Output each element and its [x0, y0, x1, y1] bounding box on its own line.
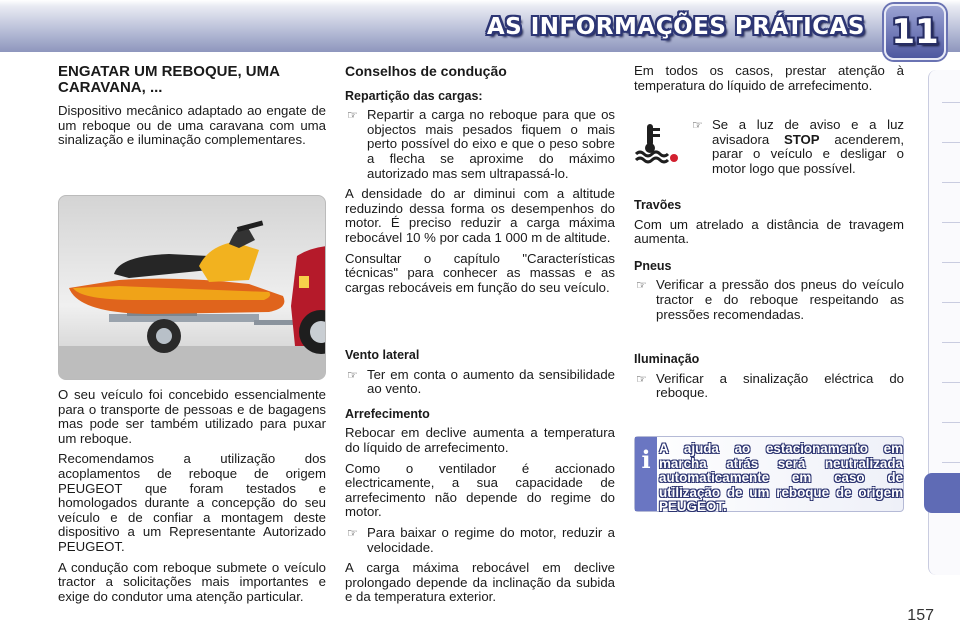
tab-divider	[942, 382, 960, 383]
consult-paragraph: Consultar o capítulo "Características técnicas" para conhecer as massas e as cargas rebocáveis em função do seu veículo.	[345, 250, 615, 295]
info-icon: i	[635, 437, 657, 511]
brakes-paragraph: Com um atrelado a distância de travagem aumenta.	[634, 216, 904, 247]
info-box	[634, 436, 904, 515]
lighting-section	[634, 350, 904, 407]
lighting-heading: Iluminação	[634, 352, 700, 366]
chapter-number: 11	[891, 12, 939, 52]
cooling-heading: Arrefecimento	[345, 406, 430, 421]
bullet-text: Repartir a carga no reboque para que os objectos mais pesados fiquem o mais perto possível do eixo e que o peso sobre a flecha se aproxime do máximo autorizado mas sem ultrapassá-lo.	[367, 107, 615, 181]
towing-column	[58, 64, 326, 154]
section-title: ENGATAR UM REBOQUE, UMA CARAVANA, ...	[58, 63, 280, 96]
chapter-badge	[884, 4, 946, 60]
hand-pointer-icon: ☞	[347, 525, 358, 540]
stop-label: STOP	[783, 131, 820, 147]
warning-text: acenderem, parar o veículo e desligar o motor logo que possível.	[712, 131, 904, 176]
driving-advice-column	[345, 64, 615, 301]
hand-pointer-icon: ☞	[347, 367, 358, 382]
tab-divider	[942, 462, 960, 463]
intro-paragraph: Dispositivo mecânico adaptado ao engate de um reboque ou de uma caravana com uma sinalização e iluminação complementares.	[58, 103, 326, 148]
tab-divider	[942, 182, 960, 183]
wind-heading: Vento lateral	[345, 348, 420, 362]
coolant-paragraph: Em todos os casos, prestar atenção à temperatura do líquido de arrefecimento.	[634, 63, 904, 93]
cargo-bullet	[345, 108, 615, 181]
cooling-paragraph: A carga máxima rebocável em declive prolongado depende da inclinação da subida e da temperatura exterior.	[345, 560, 615, 605]
tab-divider	[942, 102, 960, 103]
lighting-bullet	[634, 372, 904, 401]
header-banner	[0, 0, 960, 52]
hand-pointer-icon: ☞	[692, 118, 703, 132]
tab-divider	[942, 262, 960, 263]
tab-divider	[942, 302, 960, 303]
hand-pointer-icon: ☞	[636, 278, 647, 293]
cooling-bullet	[345, 526, 615, 555]
active-chapter-tab[interactable]	[924, 473, 960, 513]
coolant-temperature-icon	[634, 120, 684, 164]
cooling-paragraph: Rebocar em declive aumenta a temperatura do líquido de arrefecimento.	[345, 425, 615, 455]
density-paragraph: A densidade do ar diminui com a altitude reduzindo dessa forma os desempenhos do motor. É preciso reduzir a carga máxima rebocável 10 % por cada 1 000 m de altitude.	[345, 186, 615, 245]
tyres-bullet	[634, 278, 904, 322]
paragraph: O seu veículo foi concebido essencialmente para o transporte de pessoas e de bagagens mas pode ser também utilizado para puxar um reboque.	[58, 387, 326, 446]
brakes-heading: Travões	[634, 198, 682, 212]
section-title: Conselhos de condução	[345, 63, 507, 79]
trailer-illustration-svg	[59, 196, 326, 380]
bullet-text: Verificar a pressão dos pneus do veículo tractor e do reboque respeitando as pressões recomendadas.	[656, 277, 904, 322]
info-box-text: A ajuda ao estacionamento em marcha atrás será neutralizada automaticamente em caso de utilização de um reboque de origem PEUGEOT.	[659, 441, 903, 515]
towing-column-body	[58, 388, 326, 610]
practical-info-column-lower	[634, 196, 904, 328]
practical-info-column	[634, 64, 904, 99]
bullet-text: Para baixar o regime do motor, reduzir a velocidade.	[367, 524, 615, 555]
tab-divider	[942, 342, 960, 343]
tab-divider	[942, 422, 960, 423]
cargo-heading: Repartição das cargas:	[345, 88, 483, 103]
bullet-text: Verificar a sinalização eléctrica do reboque.	[656, 370, 904, 401]
paragraph: A condução com reboque submete o veículo tractor a solicitações mais importantes e exige do condutor uma atenção particular.	[58, 559, 326, 604]
warning-bullet	[690, 118, 904, 176]
hand-pointer-icon: ☞	[636, 371, 647, 386]
tyres-heading: Pneus	[634, 258, 672, 273]
warning-note	[690, 118, 904, 182]
paragraph: Recomendamos a utilização dos acoplamentos de reboque de origem PEUGEOT que foram testados e homologados durante a concepção do seu veículo e de confiar a montagem deste dispositivo a um Representante Autorizado PEUGEOT.	[58, 451, 326, 554]
jetski-trailer-illustration	[58, 195, 326, 380]
hand-pointer-icon: ☞	[347, 108, 358, 123]
tab-divider	[942, 222, 960, 223]
cooling-paragraph: Como o ventilador é accionado electricamente, a sua capacidade de arrefecimento não depende do regime do motor.	[345, 460, 615, 520]
driving-advice-column-lower	[345, 346, 615, 611]
warning-text: Se a luz de aviso e a luz avisadora	[712, 117, 904, 147]
tab-divider	[942, 142, 960, 143]
bullet-text: Ter em conta o aumento da sensibilidade ao vento.	[367, 366, 615, 397]
wind-bullet	[345, 368, 615, 397]
page-number: 157	[907, 607, 934, 624]
chapter-title: AS INFORMAÇÕES PRÁTICAS	[486, 14, 865, 40]
